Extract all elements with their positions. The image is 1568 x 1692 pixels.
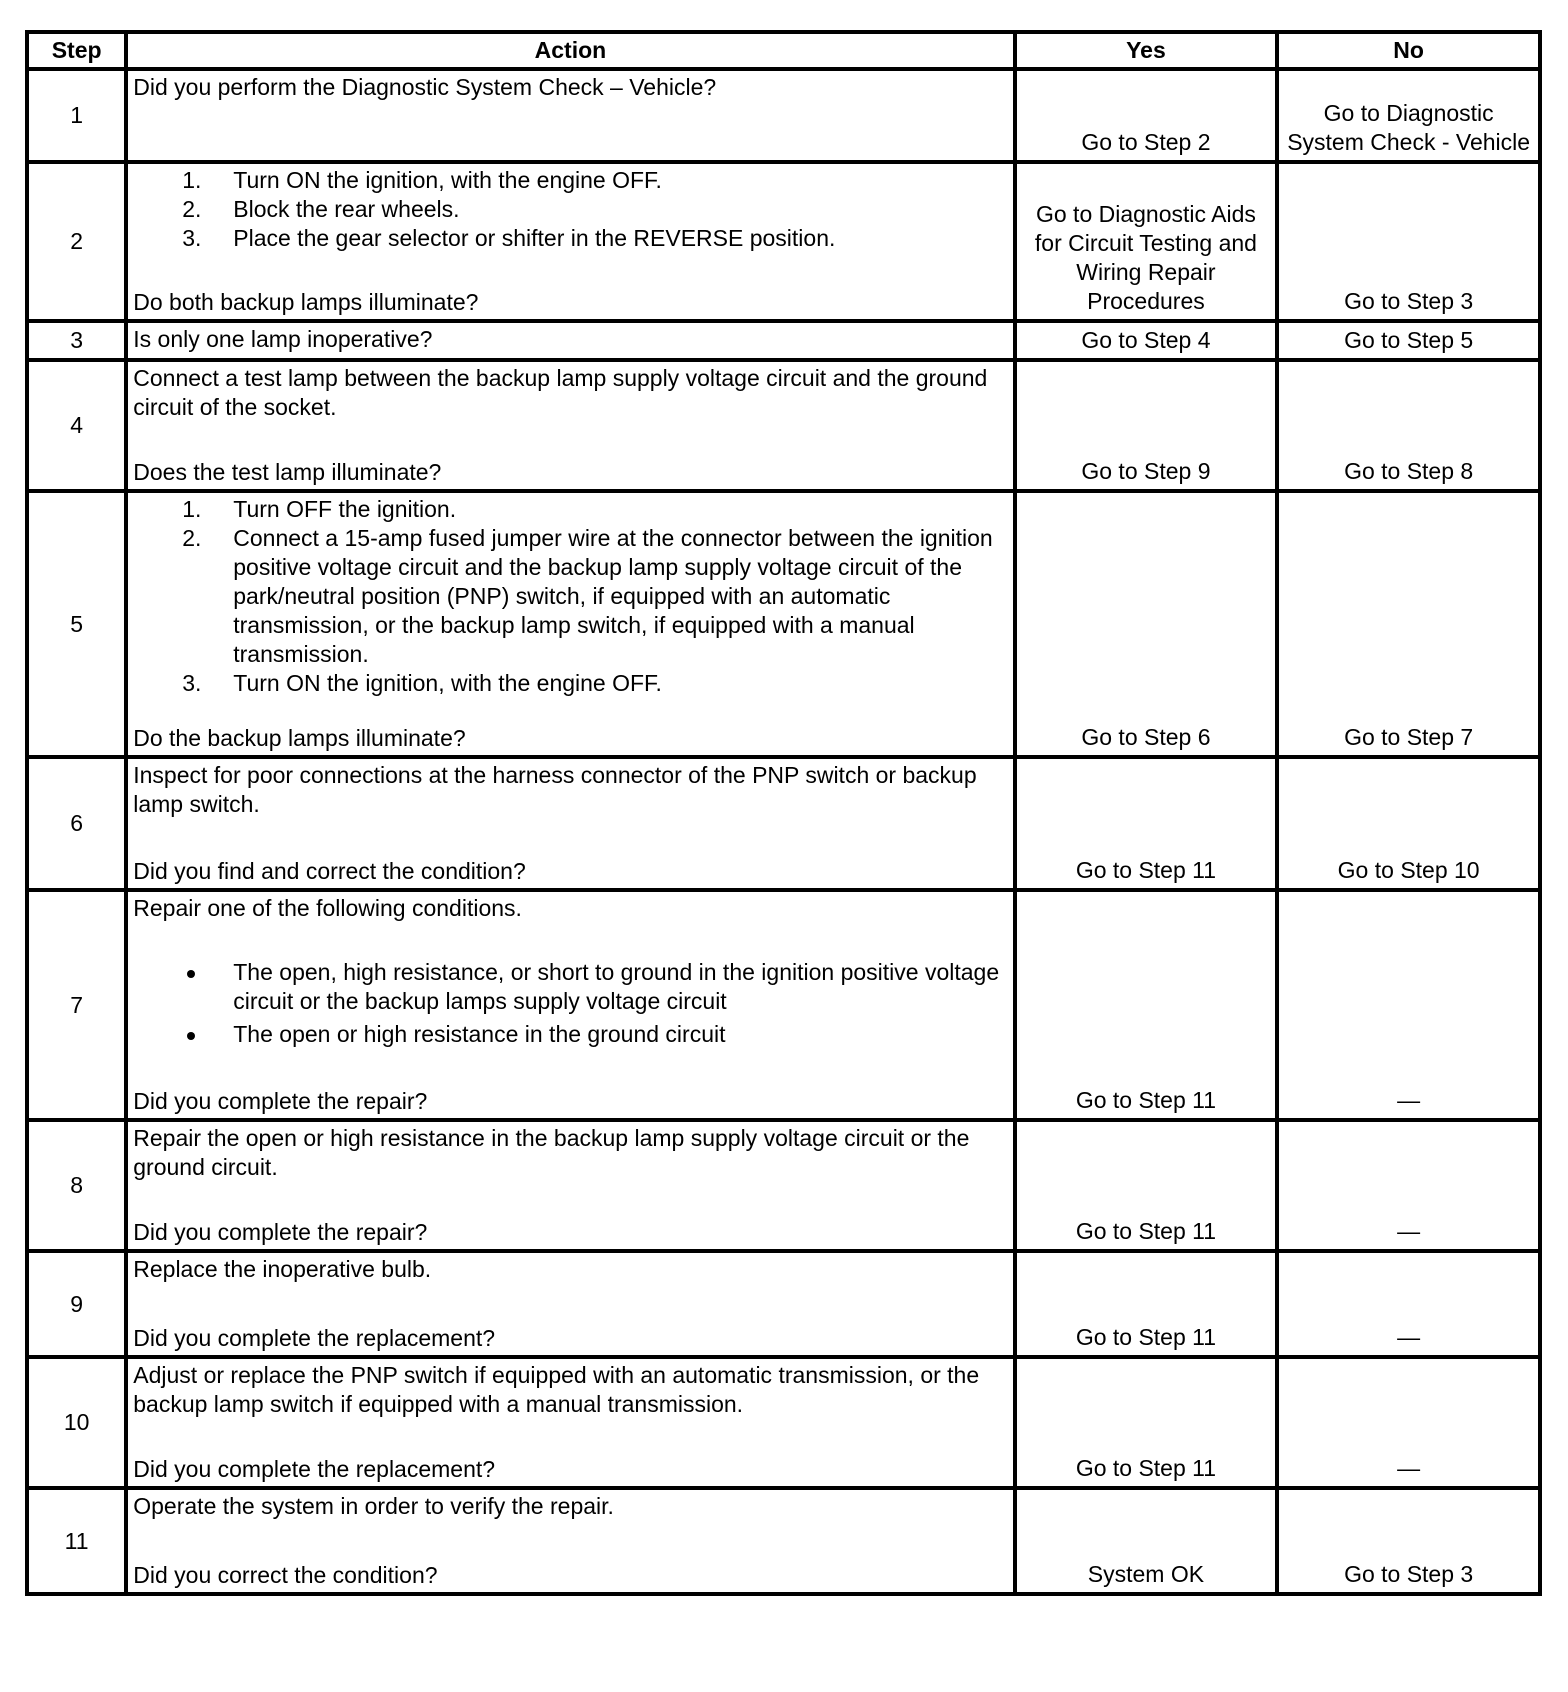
action-cell (126, 69, 1014, 162)
list-item: 2. Block the rear wheels. (182, 196, 460, 222)
list-item: 1. Turn ON the ignition, with the engine OFF. (182, 167, 662, 193)
action-text: Inspect for poor connections at the harness connector of the PNP switch or backup lamp switch. (133, 762, 977, 817)
table-row-step-4 (27, 360, 1540, 491)
yes-cell: Go to Step 11 (1015, 1251, 1278, 1357)
list-item: 1. Turn OFF the ignition. (182, 496, 457, 522)
yes-cell: Go to Step 2 (1015, 69, 1278, 162)
yes-cell: Go to Step 11 (1015, 890, 1278, 1120)
action-question: Did you correct the condition? (133, 1562, 438, 1588)
step-number: 7 (27, 890, 126, 1120)
action-text: Repair one of the following conditions. (133, 895, 522, 921)
action-question: Did you complete the replacement? (133, 1456, 496, 1482)
action-text: Operate the system in order to verify the repair. (133, 1493, 614, 1519)
action-question: Did you complete the repair? (133, 1219, 428, 1245)
table-row-step-5 (27, 491, 1540, 757)
step-number: 5 (27, 491, 126, 757)
action-question: Does the test lamp illuminate? (133, 459, 442, 485)
no-cell: — (1277, 1120, 1540, 1251)
action-cell (126, 491, 1014, 757)
action-cell (126, 890, 1014, 1120)
step-number: 2 (27, 162, 126, 321)
action-cell (126, 757, 1014, 890)
action-text: Did you perform the Diagnostic System Check – Vehicle? (133, 74, 717, 100)
step-number: 6 (27, 757, 126, 890)
table-row-step-7 (27, 890, 1540, 1120)
table-row-step-8 (27, 1120, 1540, 1251)
numbered-steps (133, 166, 1009, 253)
list-item: The open or high resistance in the ground circuit (133, 1020, 1009, 1049)
action-cell (126, 1251, 1014, 1357)
no-cell: Go to Step 3 (1277, 1488, 1540, 1594)
no-cell: Go to Diagnostic System Check - Vehicle (1277, 69, 1540, 162)
action-text: Replace the inoperative bulb. (133, 1256, 432, 1282)
yes-cell: Go to Step 6 (1015, 491, 1278, 757)
action-text: Repair the open or high resistance in the backup lamp supply voltage circuit or the ground circuit. (133, 1125, 970, 1180)
action-cell (126, 360, 1014, 491)
bullet-list (133, 958, 1009, 1053)
action-cell (126, 1120, 1014, 1251)
action-question: Did you complete the repair? (133, 1088, 428, 1114)
step-number: 11 (27, 1488, 126, 1594)
list-item: 3. Place the gear selector or shifter in the REVERSE position. (182, 225, 836, 251)
table-row-step-2 (27, 162, 1540, 321)
action-text: Is only one lamp inoperative? (133, 326, 433, 352)
action-question: Did you find and correct the condition? (133, 858, 526, 884)
table-row-step-3 (27, 321, 1540, 360)
action-cell (126, 1488, 1014, 1594)
action-cell (126, 162, 1014, 321)
table-row-step-10 (27, 1357, 1540, 1488)
action-text: Connect a test lamp between the backup lamp supply voltage circuit and the ground circuit of the socket. (133, 365, 988, 420)
list-item: The open, high resistance, or short to ground in the ignition positive voltage circuit or the backup lamps supply voltage circuit (133, 958, 1009, 1016)
yes-cell: Go to Step 9 (1015, 360, 1278, 491)
step-number: 1 (27, 69, 126, 162)
no-cell: — (1277, 1357, 1540, 1488)
action-cell (126, 321, 1014, 360)
yes-cell: Go to Step 11 (1015, 1120, 1278, 1251)
yes-cell: Go to Step 4 (1015, 321, 1278, 360)
table-row-step-9 (27, 1251, 1540, 1357)
yes-cell: Go to Step 11 (1015, 1357, 1278, 1488)
action-question: Do both backup lamps illuminate? (133, 289, 479, 315)
no-cell: Go to Step 8 (1277, 360, 1540, 491)
step-number: 3 (27, 321, 126, 360)
table-row-step-11 (27, 1488, 1540, 1594)
step-number: 10 (27, 1357, 126, 1488)
no-cell: Go to Step 10 (1277, 757, 1540, 890)
action-text: Adjust or replace the PNP switch if equipped with an automatic transmission, or the backup lamp switch if equipped with a manual transmission. (133, 1362, 980, 1417)
header-row (27, 32, 1540, 69)
bullet-icon (187, 1032, 195, 1040)
no-cell: — (1277, 1251, 1540, 1357)
header-step: Step (27, 32, 126, 69)
no-cell: — (1277, 890, 1540, 1120)
yes-cell: Go to Diagnostic Aids for Circuit Testing and Wiring Repair Procedures (1015, 162, 1278, 321)
diagnostic-table (25, 30, 1542, 1596)
header-yes: Yes (1015, 32, 1278, 69)
list-item: 2. Connect a 15-amp fused jumper wire at the connector between the ignition positive voltage circuit and the backup lamp supply voltage circuit of the park/neutral position (PNP) switch, if equipped with an automatic transmission, or the backup lamp switch, if equipped with a manual transmission. (182, 525, 993, 667)
no-cell: Go to Step 7 (1277, 491, 1540, 757)
step-number: 8 (27, 1120, 126, 1251)
no-cell: Go to Step 5 (1277, 321, 1540, 360)
list-item: 3. Turn ON the ignition, with the engine OFF. (182, 670, 662, 696)
numbered-steps (133, 495, 1009, 698)
header-action: Action (126, 32, 1014, 69)
no-cell: Go to Step 3 (1277, 162, 1540, 321)
action-cell (126, 1357, 1014, 1488)
table-row-step-1 (27, 69, 1540, 162)
yes-cell: System OK (1015, 1488, 1278, 1594)
yes-cell: Go to Step 11 (1015, 757, 1278, 890)
step-number: 4 (27, 360, 126, 491)
table-row-step-6 (27, 757, 1540, 890)
action-question: Did you complete the replacement? (133, 1325, 496, 1351)
header-no: No (1277, 32, 1540, 69)
step-number: 9 (27, 1251, 126, 1357)
action-question: Do the backup lamps illuminate? (133, 725, 466, 751)
bullet-icon (187, 970, 195, 978)
